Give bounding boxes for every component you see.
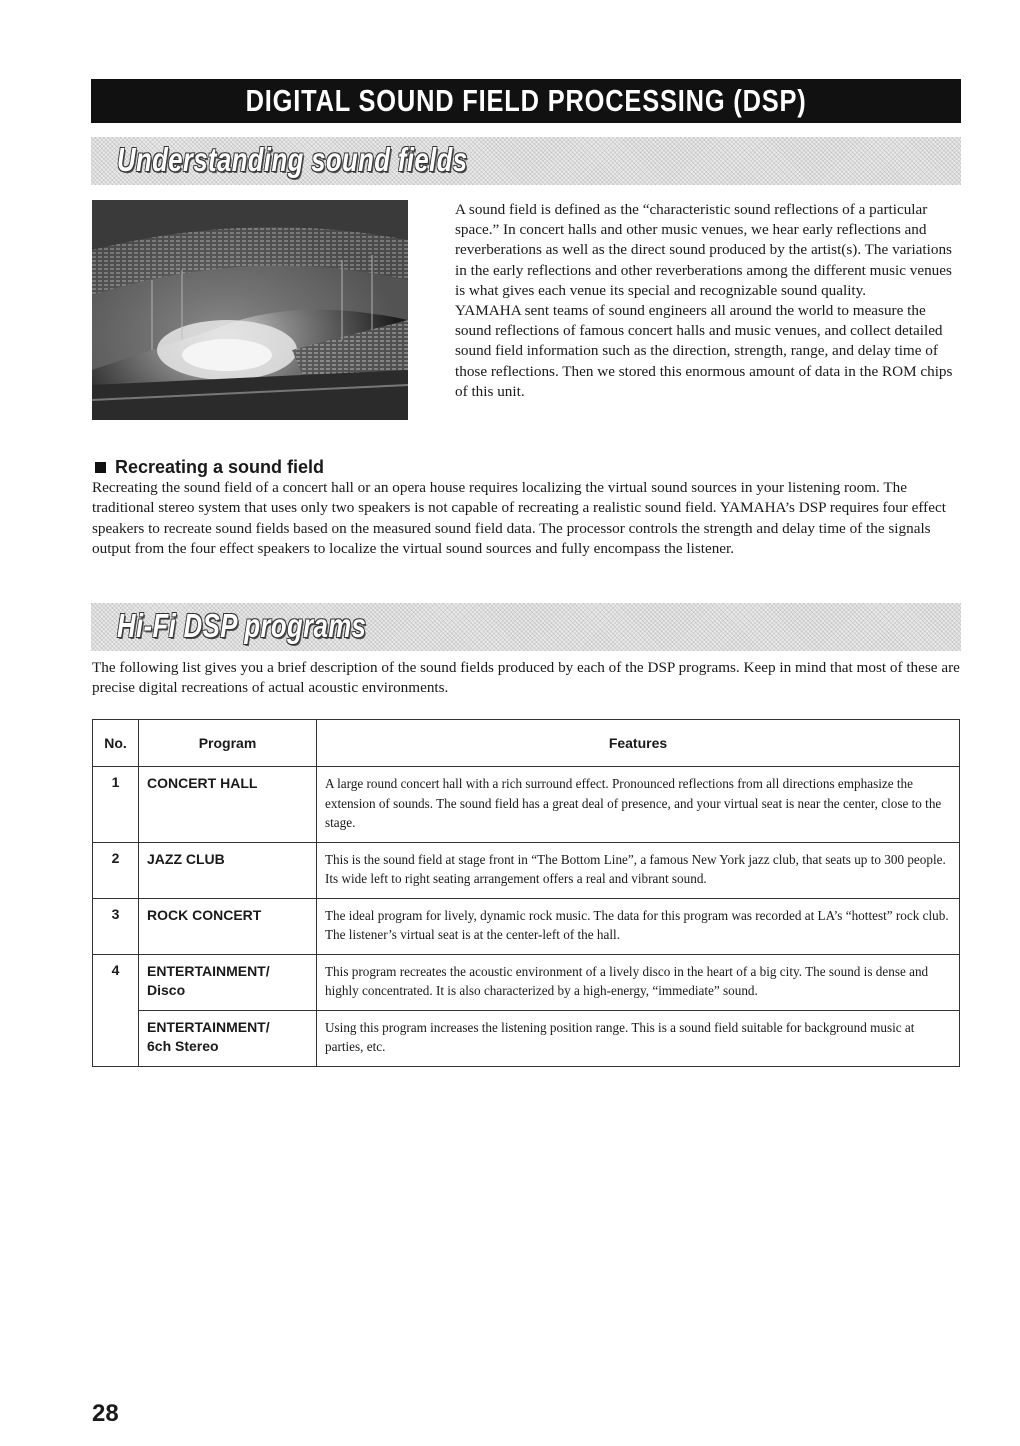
table-row <box>93 842 960 898</box>
section-banner-text: Understanding sound fields <box>117 141 468 178</box>
row-no: 3 <box>93 898 139 954</box>
page-title <box>91 79 961 123</box>
row-features: Using this program increases the listening position range. This is a sound field suitable for background music at parties, etc. <box>317 1010 960 1066</box>
row-features: This program recreates the acoustic environment of a lively disco in the heart of a big city. The sound is dense and highly concentrated. It is also characterized by a high-energy, “immediate” sound. <box>317 954 960 1010</box>
recreating-heading-text: Recreating a sound field <box>115 457 325 477</box>
intro-paragraph-2: YAMAHA sent teams of sound engineers all around the world to measure the sound reflections of famous concert halls and music venues, and collect detailed sound field information such as the direction, strength, range, and delay time of those reflections. Then we stored this enormous amount of data in the ROM chips of this unit. <box>455 302 953 400</box>
row-no: 4 <box>93 954 139 1010</box>
concert-hall-photo <box>92 200 408 420</box>
row-program-line-2: Disco <box>147 981 186 998</box>
table-row <box>93 767 960 843</box>
dsp-intro: The following list gives you a brief description of the sound fields produced by each of the DSP programs. Keep in mind that most of these are precise digital recreations of actual acoustic environments. <box>92 659 960 697</box>
row-program <box>139 954 317 1010</box>
row-no: 2 <box>93 842 139 898</box>
row-features: This is the sound field at stage front in “The Bottom Line”, a famous New York jazz club, that seats up to 300 people. Its wide left to right seating arrangement offers a real and vibrant sound. <box>317 842 960 898</box>
row-features: The ideal program for lively, dynamic rock music. The data for this program was recorded at LA’s “hottest” rock club. The listener’s virtual seat is at the center-left of the hall. <box>317 898 960 954</box>
row-no <box>93 1010 139 1066</box>
page-number: 28 <box>92 1400 119 1427</box>
dsp-program-table <box>92 719 960 1067</box>
intro-paragraph-1: A sound field is defined as the “characteristic sound reflections of a particular space.” In concert halls and other music venues, we hear early reflections and reverberations as well as the direct sound produced by the artist(s). The variations in the early reflections and other reverberations among the different music venues is what gives each venue its special and recognizable sound quality. <box>455 201 952 299</box>
table-row <box>93 954 960 1010</box>
header-program: Program <box>139 720 317 767</box>
row-program: JAZZ CLUB <box>139 842 317 898</box>
header-no: No. <box>93 720 139 767</box>
section-banner-understanding <box>91 137 961 185</box>
recreating-body: Recreating the sound field of a concert hall or an opera house requires localizing the virtual sound sources in your listening room. The traditional stereo system that uses only two speakers is not capable of recreating a realistic sound field. YAMAHA’s DSP requires four effect speakers to recreate sound fields based on the measured sound field data. The processor controls the strength and delay time of the signals output from the four effect speakers to localize the virtual sound sources and fully encompass the listener. <box>92 479 946 558</box>
row-program: ROCK CONCERT <box>139 898 317 954</box>
section-banner-text: Hi-Fi DSP programs <box>117 607 367 644</box>
row-no: 1 <box>93 767 139 843</box>
section-banner-hifi-dsp <box>91 603 961 651</box>
recreating-heading <box>95 457 324 478</box>
intro-text <box>455 200 960 402</box>
row-program-line-1: ENTERTAINMENT/ <box>147 962 270 979</box>
row-program-line-1: ENTERTAINMENT/ <box>147 1018 270 1035</box>
header-features: Features <box>317 720 960 767</box>
page-title-text: DIGITAL SOUND FIELD PROCESSING (DSP) <box>245 83 807 118</box>
row-program-line-2: 6ch Stereo <box>147 1037 219 1054</box>
table-row <box>93 898 960 954</box>
table-header-row <box>93 720 960 767</box>
square-bullet-icon <box>95 462 106 473</box>
row-features: A large round concert hall with a rich surround effect. Pronounced reflections from all directions emphasize the extension of sounds. The sound field has a great deal of presence, and your virtual seat is near the center, close to the stage. <box>317 767 960 843</box>
row-program: CONCERT HALL <box>139 767 317 843</box>
row-program <box>139 1010 317 1066</box>
table-row <box>93 1010 960 1066</box>
